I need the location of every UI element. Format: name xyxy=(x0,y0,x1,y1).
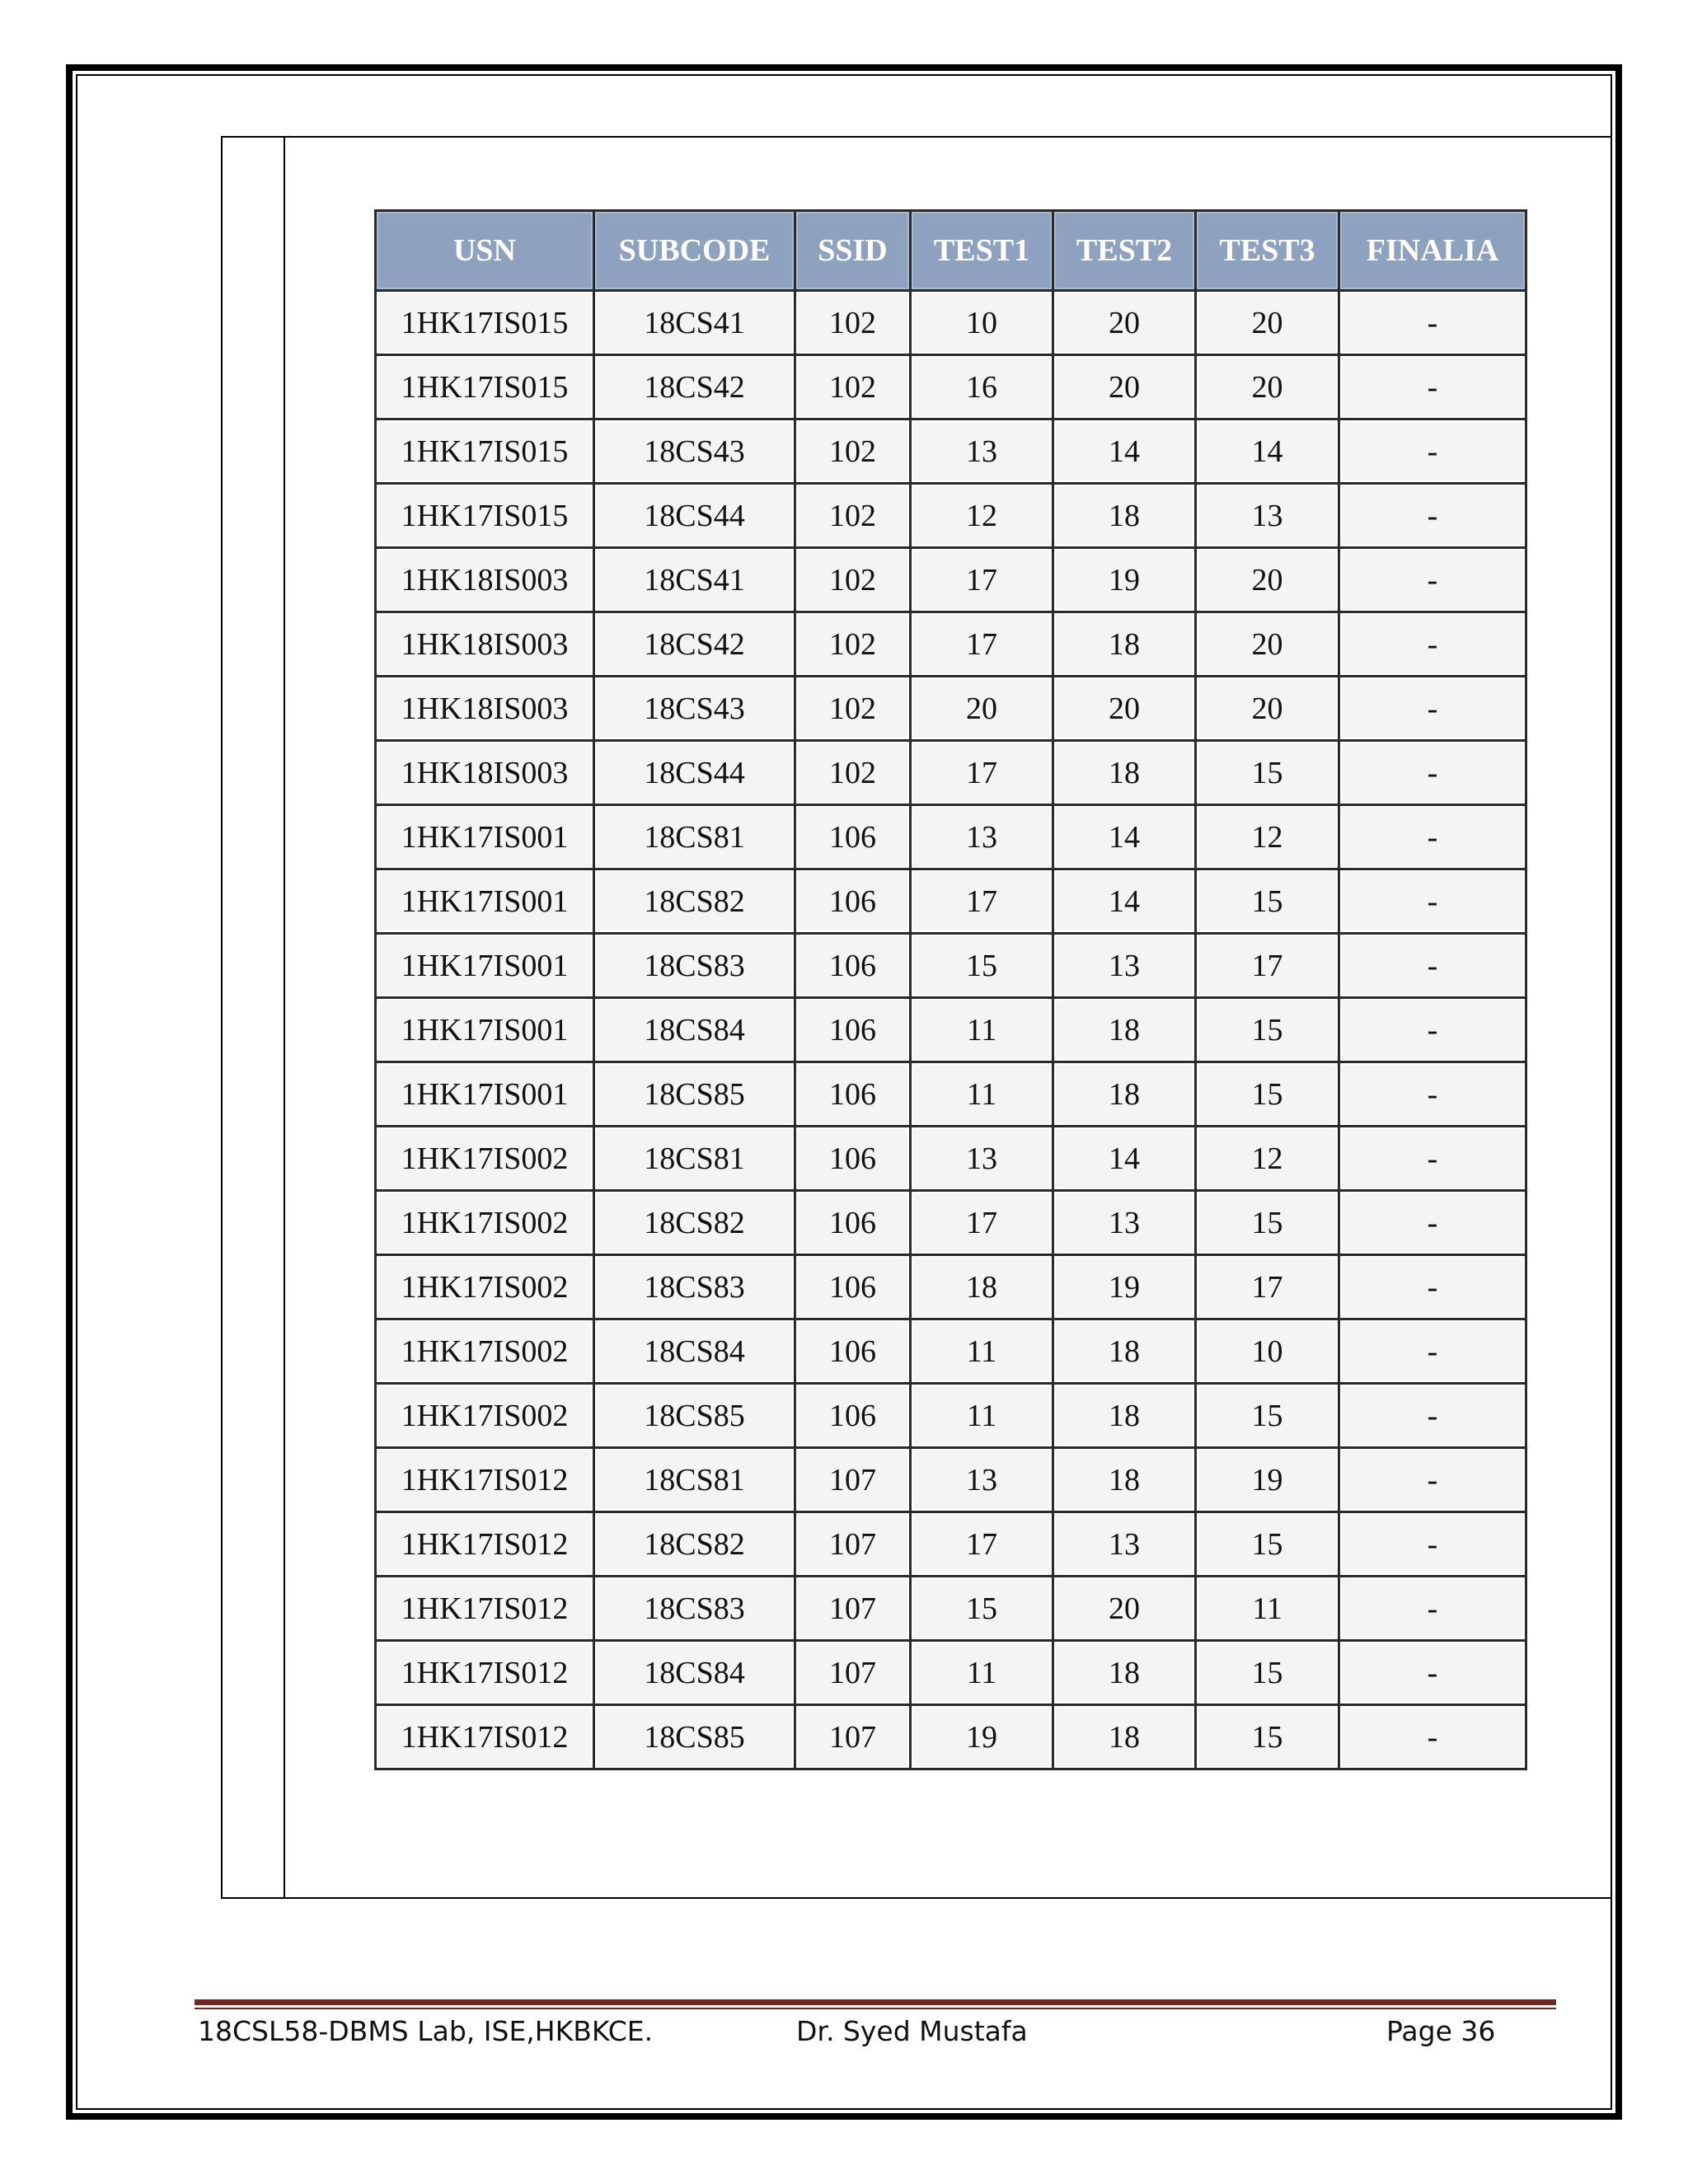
table-cell-usn: 1HK17IS012 xyxy=(376,1577,594,1641)
table-cell-usn: 1HK17IS002 xyxy=(376,1191,594,1255)
table-cell-usn: 1HK17IS012 xyxy=(376,1705,594,1769)
table-cell-test1: 17 xyxy=(911,548,1053,612)
marks-table-container xyxy=(374,209,1525,1770)
table-cell-finalia: - xyxy=(1339,1062,1526,1127)
table-row xyxy=(376,419,1526,484)
table-row xyxy=(376,741,1526,805)
table-cell-test1: 15 xyxy=(911,1577,1053,1641)
table-cell-test3: 13 xyxy=(1196,484,1339,548)
table-cell-test3: 15 xyxy=(1196,1191,1339,1255)
table-row xyxy=(376,291,1526,355)
table-cell-test2: 13 xyxy=(1053,1512,1196,1577)
table-cell-test1: 11 xyxy=(911,1319,1053,1384)
table-row xyxy=(376,1512,1526,1577)
table-cell-subcode: 18CS85 xyxy=(594,1384,795,1448)
table-cell-test1: 17 xyxy=(911,869,1053,934)
table-cell-test1: 11 xyxy=(911,1641,1053,1705)
table-cell-finalia: - xyxy=(1339,1384,1526,1448)
table-row xyxy=(376,805,1526,869)
table-cell-ssid: 106 xyxy=(795,1191,911,1255)
table-cell-subcode: 18CS41 xyxy=(594,291,795,355)
footer-rule-thin xyxy=(195,2008,1556,2009)
table-cell-ssid: 107 xyxy=(795,1448,911,1512)
table-cell-test2: 18 xyxy=(1053,1319,1196,1384)
table-cell-test3: 20 xyxy=(1196,291,1339,355)
table-cell-subcode: 18CS82 xyxy=(594,869,795,934)
table-row xyxy=(376,548,1526,612)
table-cell-usn: 1HK17IS001 xyxy=(376,998,594,1062)
table-cell-test3: 15 xyxy=(1196,741,1339,805)
table-cell-test2: 18 xyxy=(1053,741,1196,805)
table-cell-test2: 14 xyxy=(1053,805,1196,869)
table-cell-test2: 20 xyxy=(1053,291,1196,355)
table-cell-usn: 1HK17IS012 xyxy=(376,1641,594,1705)
table-cell-ssid: 102 xyxy=(795,612,911,677)
table-cell-ssid: 107 xyxy=(795,1705,911,1769)
table-cell-subcode: 18CS82 xyxy=(594,1191,795,1255)
table-cell-test2: 18 xyxy=(1053,998,1196,1062)
table-cell-ssid: 106 xyxy=(795,1062,911,1127)
table-cell-ssid: 106 xyxy=(795,1384,911,1448)
table-cell-test2: 20 xyxy=(1053,677,1196,741)
table-cell-test1: 18 xyxy=(911,1255,1053,1319)
table-cell-ssid: 102 xyxy=(795,419,911,484)
table-cell-test3: 12 xyxy=(1196,805,1339,869)
table-row xyxy=(376,998,1526,1062)
column-header-usn: USN xyxy=(376,211,594,291)
table-cell-subcode: 18CS85 xyxy=(594,1062,795,1127)
table-cell-usn: 1HK17IS001 xyxy=(376,805,594,869)
table-cell-test2: 18 xyxy=(1053,1705,1196,1769)
table-cell-subcode: 18CS44 xyxy=(594,741,795,805)
table-cell-test1: 17 xyxy=(911,1512,1053,1577)
table-row xyxy=(376,1255,1526,1319)
table-cell-finalia: - xyxy=(1339,291,1526,355)
table-cell-test3: 20 xyxy=(1196,548,1339,612)
table-cell-finalia: - xyxy=(1339,548,1526,612)
table-row xyxy=(376,1641,1526,1705)
table-cell-test1: 12 xyxy=(911,484,1053,548)
table-cell-test2: 20 xyxy=(1053,355,1196,419)
column-header-test3: TEST3 xyxy=(1196,211,1339,291)
footer-rule-thick xyxy=(195,1999,1556,2005)
table-cell-test2: 19 xyxy=(1053,548,1196,612)
table-row xyxy=(376,355,1526,419)
table-cell-subcode: 18CS44 xyxy=(594,484,795,548)
table-cell-ssid: 106 xyxy=(795,869,911,934)
table-cell-subcode: 18CS85 xyxy=(594,1705,795,1769)
table-cell-test3: 15 xyxy=(1196,1512,1339,1577)
table-cell-test3: 20 xyxy=(1196,612,1339,677)
table-cell-test3: 17 xyxy=(1196,1255,1339,1319)
table-cell-test3: 12 xyxy=(1196,1127,1339,1191)
table-row xyxy=(376,1062,1526,1127)
table-cell-test3: 15 xyxy=(1196,869,1339,934)
table-cell-usn: 1HK17IS015 xyxy=(376,355,594,419)
table-cell-ssid: 107 xyxy=(795,1512,911,1577)
table-cell-finalia: - xyxy=(1339,677,1526,741)
table-cell-test2: 20 xyxy=(1053,1577,1196,1641)
content-frame-left xyxy=(221,136,223,1899)
table-cell-finalia: - xyxy=(1339,741,1526,805)
table-row xyxy=(376,1384,1526,1448)
table-cell-ssid: 106 xyxy=(795,1319,911,1384)
table-cell-test1: 13 xyxy=(911,805,1053,869)
table-cell-test3: 15 xyxy=(1196,1705,1339,1769)
table-cell-finalia: - xyxy=(1339,1127,1526,1191)
table-cell-usn: 1HK17IS002 xyxy=(376,1384,594,1448)
table-cell-finalia: - xyxy=(1339,805,1526,869)
table-cell-subcode: 18CS82 xyxy=(594,1512,795,1577)
table-row xyxy=(376,1319,1526,1384)
table-cell-test2: 18 xyxy=(1053,1384,1196,1448)
table-row xyxy=(376,1577,1526,1641)
table-cell-usn: 1HK17IS015 xyxy=(376,419,594,484)
table-cell-test2: 18 xyxy=(1053,1448,1196,1512)
table-body xyxy=(376,291,1526,1769)
table-cell-usn: 1HK17IS015 xyxy=(376,291,594,355)
table-cell-usn: 1HK17IS001 xyxy=(376,934,594,998)
table-row xyxy=(376,869,1526,934)
table-cell-test2: 18 xyxy=(1053,484,1196,548)
column-header-test1: TEST1 xyxy=(911,211,1053,291)
table-cell-test3: 20 xyxy=(1196,677,1339,741)
table-cell-ssid: 106 xyxy=(795,1127,911,1191)
table-cell-test1: 11 xyxy=(911,1384,1053,1448)
table-cell-test2: 19 xyxy=(1053,1255,1196,1319)
table-cell-test1: 13 xyxy=(911,419,1053,484)
table-cell-test1: 10 xyxy=(911,291,1053,355)
footer-course: 18CSL58-DBMS Lab, ISE,HKBKCE. xyxy=(198,2015,654,2047)
table-row xyxy=(376,612,1526,677)
table-cell-test2: 14 xyxy=(1053,419,1196,484)
table-cell-test3: 15 xyxy=(1196,1062,1339,1127)
table-cell-finalia: - xyxy=(1339,1448,1526,1512)
table-cell-subcode: 18CS81 xyxy=(594,1127,795,1191)
table-cell-ssid: 102 xyxy=(795,548,911,612)
table-cell-finalia: - xyxy=(1339,934,1526,998)
table-cell-test2: 13 xyxy=(1053,1191,1196,1255)
table-cell-usn: 1HK17IS001 xyxy=(376,869,594,934)
table-cell-finalia: - xyxy=(1339,1577,1526,1641)
column-header-test2: TEST2 xyxy=(1053,211,1196,291)
footer-page-number: Page 36 xyxy=(1386,2015,1496,2047)
table-row xyxy=(376,934,1526,998)
table-cell-test1: 17 xyxy=(911,741,1053,805)
marks-table xyxy=(374,209,1527,1770)
table-cell-subcode: 18CS43 xyxy=(594,419,795,484)
table-header-row xyxy=(376,211,1526,291)
table-cell-subcode: 18CS83 xyxy=(594,934,795,998)
table-cell-ssid: 102 xyxy=(795,741,911,805)
table-row xyxy=(376,677,1526,741)
table-row xyxy=(376,1705,1526,1769)
table-cell-finalia: - xyxy=(1339,484,1526,548)
table-cell-usn: 1HK17IS015 xyxy=(376,484,594,548)
table-cell-usn: 1HK18IS003 xyxy=(376,677,594,741)
table-cell-test3: 10 xyxy=(1196,1319,1339,1384)
table-cell-subcode: 18CS81 xyxy=(594,1448,795,1512)
table-cell-test3: 19 xyxy=(1196,1448,1339,1512)
table-cell-test3: 11 xyxy=(1196,1577,1339,1641)
table-cell-test2: 18 xyxy=(1053,1062,1196,1127)
table-cell-test2: 13 xyxy=(1053,934,1196,998)
table-cell-usn: 1HK17IS012 xyxy=(376,1512,594,1577)
table-cell-finalia: - xyxy=(1339,1512,1526,1577)
table-cell-ssid: 106 xyxy=(795,998,911,1062)
content-frame-bottom xyxy=(221,1897,1612,1899)
content-frame-left-inner xyxy=(284,136,285,1899)
table-cell-finalia: - xyxy=(1339,1191,1526,1255)
table-cell-test2: 18 xyxy=(1053,612,1196,677)
table-cell-usn: 1HK18IS003 xyxy=(376,612,594,677)
table-cell-test1: 15 xyxy=(911,934,1053,998)
table-cell-test1: 20 xyxy=(911,677,1053,741)
table-cell-test2: 18 xyxy=(1053,1641,1196,1705)
table-cell-subcode: 18CS42 xyxy=(594,355,795,419)
table-cell-usn: 1HK17IS002 xyxy=(376,1319,594,1384)
table-cell-ssid: 102 xyxy=(795,355,911,419)
table-cell-usn: 1HK17IS001 xyxy=(376,1062,594,1127)
table-cell-ssid: 102 xyxy=(795,484,911,548)
table-row xyxy=(376,484,1526,548)
table-cell-ssid: 107 xyxy=(795,1641,911,1705)
table-cell-subcode: 18CS83 xyxy=(594,1577,795,1641)
table-cell-test2: 14 xyxy=(1053,869,1196,934)
table-cell-test1: 11 xyxy=(911,1062,1053,1127)
table-cell-subcode: 18CS84 xyxy=(594,1641,795,1705)
table-cell-usn: 1HK17IS012 xyxy=(376,1448,594,1512)
table-cell-finalia: - xyxy=(1339,998,1526,1062)
table-cell-usn: 1HK17IS002 xyxy=(376,1255,594,1319)
table-cell-test1: 13 xyxy=(911,1448,1053,1512)
table-cell-test3: 15 xyxy=(1196,998,1339,1062)
table-cell-test2: 14 xyxy=(1053,1127,1196,1191)
table-cell-usn: 1HK17IS002 xyxy=(376,1127,594,1191)
table-cell-test3: 15 xyxy=(1196,1641,1339,1705)
table-cell-test1: 11 xyxy=(911,998,1053,1062)
table-cell-usn: 1HK18IS003 xyxy=(376,741,594,805)
table-cell-usn: 1HK18IS003 xyxy=(376,548,594,612)
table-cell-test1: 17 xyxy=(911,612,1053,677)
table-cell-test3: 15 xyxy=(1196,1384,1339,1448)
table-cell-finalia: - xyxy=(1339,1319,1526,1384)
column-header-finalia: FINALIA xyxy=(1339,211,1526,291)
table-cell-subcode: 18CS81 xyxy=(594,805,795,869)
table-cell-subcode: 18CS83 xyxy=(594,1255,795,1319)
table-cell-finalia: - xyxy=(1339,1255,1526,1319)
table-cell-finalia: - xyxy=(1339,1705,1526,1769)
table-cell-ssid: 102 xyxy=(795,291,911,355)
table-cell-finalia: - xyxy=(1339,1641,1526,1705)
table-cell-subcode: 18CS43 xyxy=(594,677,795,741)
table-cell-test3: 17 xyxy=(1196,934,1339,998)
table-cell-ssid: 106 xyxy=(795,805,911,869)
table-cell-test3: 14 xyxy=(1196,419,1339,484)
table-cell-ssid: 106 xyxy=(795,1255,911,1319)
table-cell-subcode: 18CS41 xyxy=(594,548,795,612)
column-header-ssid: SSID xyxy=(795,211,911,291)
table-cell-subcode: 18CS84 xyxy=(594,998,795,1062)
table-cell-test1: 17 xyxy=(911,1191,1053,1255)
table-cell-test3: 20 xyxy=(1196,355,1339,419)
table-cell-finalia: - xyxy=(1339,419,1526,484)
table-cell-finalia: - xyxy=(1339,869,1526,934)
table-cell-test1: 13 xyxy=(911,1127,1053,1191)
column-header-subcode: SUBCODE xyxy=(594,211,795,291)
table-cell-ssid: 102 xyxy=(795,677,911,741)
table-cell-subcode: 18CS84 xyxy=(594,1319,795,1384)
table-cell-finalia: - xyxy=(1339,355,1526,419)
table-cell-ssid: 106 xyxy=(795,934,911,998)
table-cell-test1: 16 xyxy=(911,355,1053,419)
content-frame-top xyxy=(221,136,1612,138)
table-cell-finalia: - xyxy=(1339,612,1526,677)
footer-author: Dr. Syed Mustafa xyxy=(796,2015,1028,2047)
table-row xyxy=(376,1191,1526,1255)
table-row xyxy=(376,1127,1526,1191)
table-cell-ssid: 107 xyxy=(795,1577,911,1641)
table-cell-test1: 19 xyxy=(911,1705,1053,1769)
table-row xyxy=(376,1448,1526,1512)
table-cell-subcode: 18CS42 xyxy=(594,612,795,677)
